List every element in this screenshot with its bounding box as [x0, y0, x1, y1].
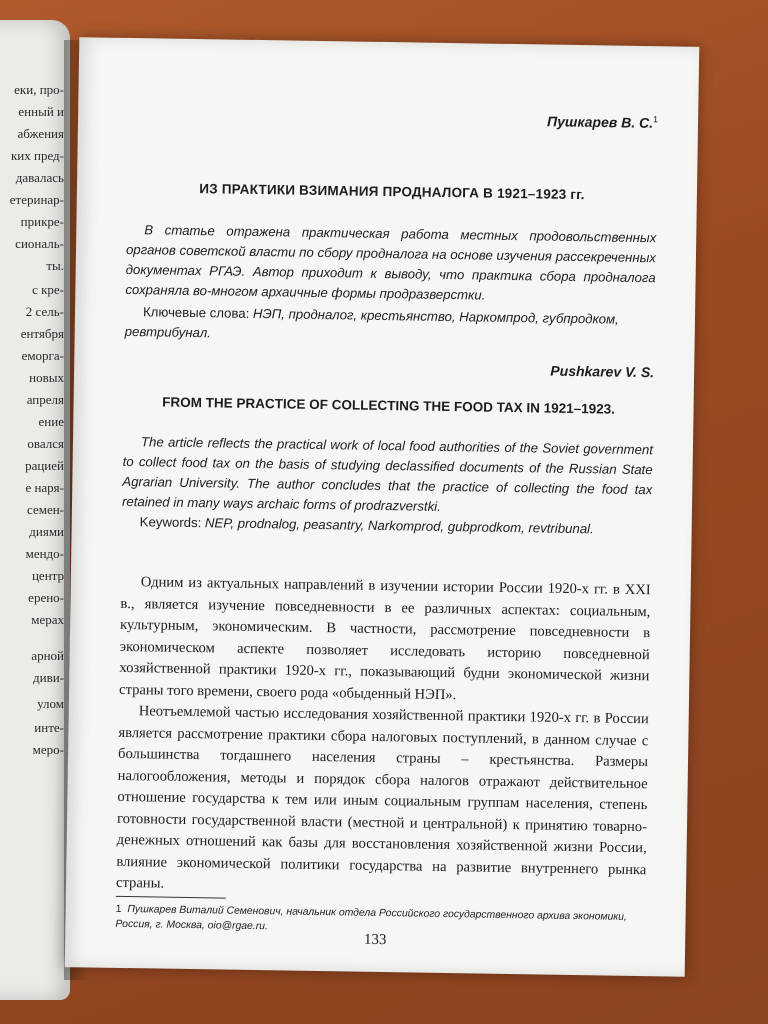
- left-page-fragment: енный и: [18, 104, 64, 119]
- left-page-fragment: инте-: [34, 720, 64, 735]
- left-page-fragment: 2 сель-: [25, 304, 64, 319]
- book-page: [65, 37, 700, 977]
- left-page-fragment: диями: [29, 524, 64, 539]
- footnote-mark: 1: [115, 903, 122, 915]
- body-paragraph-2: Неотъемлемой частью исследования хозяйственной практики 1920-х гг. в России является рассмотрение практики сбора налоговых поступлений, в данном случае с большинства тогдашнего населения страны – крестьянства. Размеры налогообложения, методы и порядок сбора налогов отражают действительное отношение государства к тем или иным социальным группам населения, степень готовности государственной власти (местной и центральной) к принятию товарно-денежных отношений как базы для восстановления хозяйственной жизни России, влияние экономической политики государства на развитие внутреннего рынка страны.: [115, 703, 649, 892]
- left-page: [0, 20, 70, 1000]
- left-page-fragment: мендо-: [25, 546, 64, 561]
- left-page-fragment: ерено-: [28, 590, 64, 605]
- left-page-fragment: ентября: [20, 326, 64, 341]
- left-page-fragment: центр: [31, 568, 64, 583]
- author-en: Pushkarev V. S.: [550, 362, 655, 381]
- left-page-fragment: сиональ-: [15, 236, 64, 251]
- title-en: FROM THE PRACTICE OF COLLECTING THE FOOD TAX IN 1921–1923.: [162, 394, 616, 417]
- left-page-fragment: рацией: [25, 458, 64, 473]
- page-number: 133: [363, 931, 387, 949]
- abstract-en: The article reflects the practical work of local food authorities of the Soviet government to collect food tax on the basis of studying declassified documents of the Russian State Agrarian University. The author concludes that the practice of collecting the food tax retained in many ways archaic forms of prodrazverstki.: [121, 434, 654, 514]
- left-page-fragment: абжения: [17, 126, 64, 141]
- left-page-fragment: ение: [38, 414, 64, 429]
- left-page-fragment: меро-: [32, 742, 64, 757]
- left-page-fragment: прикре-: [20, 214, 64, 229]
- left-page-fragment: ты.: [46, 258, 64, 273]
- left-page-fragment: овался: [27, 436, 64, 451]
- abstract-ru: В статье отражена практическая работа местных продовольственных органов советской власти по сбору продналога на основе изучения рассекреченных документах РГАЭ. Автор приходит к выводу, что практика сбора продналога сохраняла во-многом архаичные формы продразверстки.: [125, 222, 657, 303]
- keywords-ru-label: Ключевые слова:: [142, 304, 250, 321]
- footnote-text: Пушкарев Виталий Семенович, начальник отдела Российского государственного архива экономики, Россия, г. Москва, oio@rgae.ru.: [115, 904, 627, 933]
- left-page-fragment: е наря-: [25, 480, 64, 495]
- left-page-fragment: апреля: [26, 392, 64, 407]
- left-page-fragment: диви-: [33, 670, 64, 685]
- author-footnote-ref: 1: [653, 114, 659, 125]
- keywords-en-label: Keywords:: [139, 514, 202, 531]
- left-page-fragment: с кре-: [32, 282, 64, 297]
- left-page-fragment: новых: [29, 370, 64, 385]
- keywords-ru: [125, 302, 656, 350]
- left-page-fragment: давалась: [15, 170, 64, 185]
- left-page-fragment: мерах: [31, 612, 64, 627]
- left-page-fragment: еморга-: [21, 348, 64, 363]
- body-paragraph-1: Одним из актуальных направлений в изучении истории России 1920-х гг. в XXI в., является изучение повседневности в ее различных аспектах: социальным, культурным, экономическим. В частности, рассмотрение повседневности в экономическом аспекте позволяет исследовать историю повседневной хозяйственной практики 1920-х гг., показывающий будни экономической жизни страны того времени, своего рода «обыденный НЭП».: [118, 574, 651, 703]
- footnote-divider: [116, 896, 226, 899]
- left-page-fragment: еки, про-: [14, 82, 64, 97]
- body-text: [116, 572, 651, 903]
- left-page-fragment: етеринар-: [9, 192, 64, 207]
- keywords-en-list: NEP, prodnalog, peasantry, Narkomprod, gubprodkom, revtribunal.: [204, 515, 594, 537]
- left-page-fragment: ких пред-: [10, 148, 64, 163]
- left-page-fragment: арной: [31, 648, 64, 663]
- left-page-fragment: улом: [37, 696, 64, 711]
- left-page-fragment: семен-: [27, 502, 64, 517]
- author-ru-name: Пушкарев В. С.: [547, 113, 654, 131]
- title-ru: ИЗ ПРАКТИКИ ВЗИМАНИЯ ПРОДНАЛОГА В 1921–1923 гг.: [199, 181, 585, 203]
- author-ru: [547, 113, 658, 131]
- keywords-ru-list: НЭП, продналог, крестьянство, Наркомпрод, губпродком, ревтрибунал.: [124, 305, 619, 341]
